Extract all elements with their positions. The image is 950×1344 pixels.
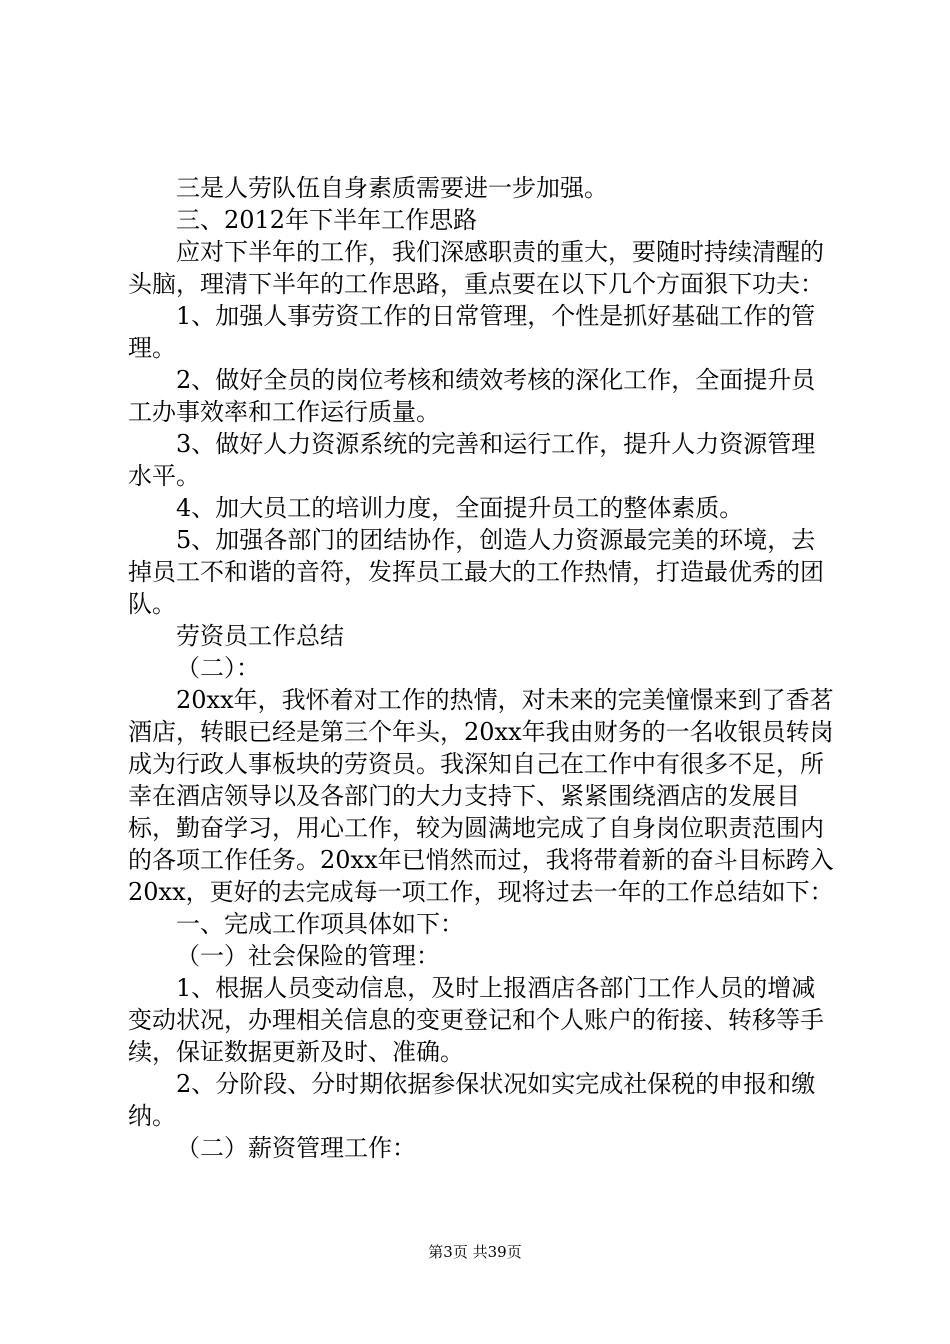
paragraph: 20xx年，我怀着对工作的热情，对未来的完美憧憬来到了香茗酒店，转眼已经是第三个年头，20xx年我由财务的一名收银员转岗成为行政人事板块的劳资员。我深知自己在工作中有很多不足，所幸在酒店领导以及各部门的大力支持下、紧紧围绕酒店的发展目标，勤奋学习，用心工作，较为圆满地完成了自身岗位职责范围内的各项工作任务。20xx年已悄然而过，我将带着新的奋斗目标跨入20xx，更好的去完成每一项工作，现将过去一年的工作总结如下：	[128, 686, 834, 906]
list-item: 1、加强人事劳资工作的日常管理，个性是抓好基础工作的管理。	[128, 302, 816, 362]
section-heading: 一、完成工作项具体如下：	[176, 910, 464, 938]
subsection-heading: （一）社会保险的管理：	[176, 942, 440, 970]
list-item: 5、加强各部门的团结协作，创造人力资源最完美的环境，去掉员工不和谐的音符，发挥员工最大的工作热情，打造最优秀的团队。	[128, 526, 824, 618]
subtitle: （二）：	[176, 654, 260, 682]
list-item: 2、做好全员的岗位考核和绩效考核的深化工作，全面提升员工办事效率和工作运行质量。	[128, 366, 816, 426]
list-item: 4、加大员工的培训力度，全面提升员工的整体素质。	[176, 494, 744, 522]
document-body	[128, 172, 838, 1164]
list-item: 1、根据人员变动信息，及时上报酒店各部门工作人员的增减变动状况，办理相关信息的变更登记和个人账户的衔接、转移等手续，保证数据更新及时、准确。	[128, 974, 824, 1066]
subsection-heading: （二）薪资管理工作：	[176, 1134, 416, 1162]
list-item: 2、分阶段、分时期依据参保状况如实完成社保税的申报和缴纳。	[128, 1070, 816, 1130]
paragraph: 应对下半年的工作，我们深感职责的重大，要随时持续清醒的头脑，理清下半年的工作思路，重点要在以下几个方面狠下功夫：	[128, 238, 824, 298]
page-footer: 第3页 共39页	[428, 1243, 522, 1261]
paragraph: 三是人劳队伍自身素质需要进一步加强。	[176, 174, 608, 202]
document-title: 劳资员工作总结	[176, 622, 344, 650]
list-item: 3、做好人力资源系统的完善和运行工作，提升人力资源管理水平。	[128, 430, 816, 490]
section-heading: 三、2012年下半年工作思路	[176, 206, 478, 234]
